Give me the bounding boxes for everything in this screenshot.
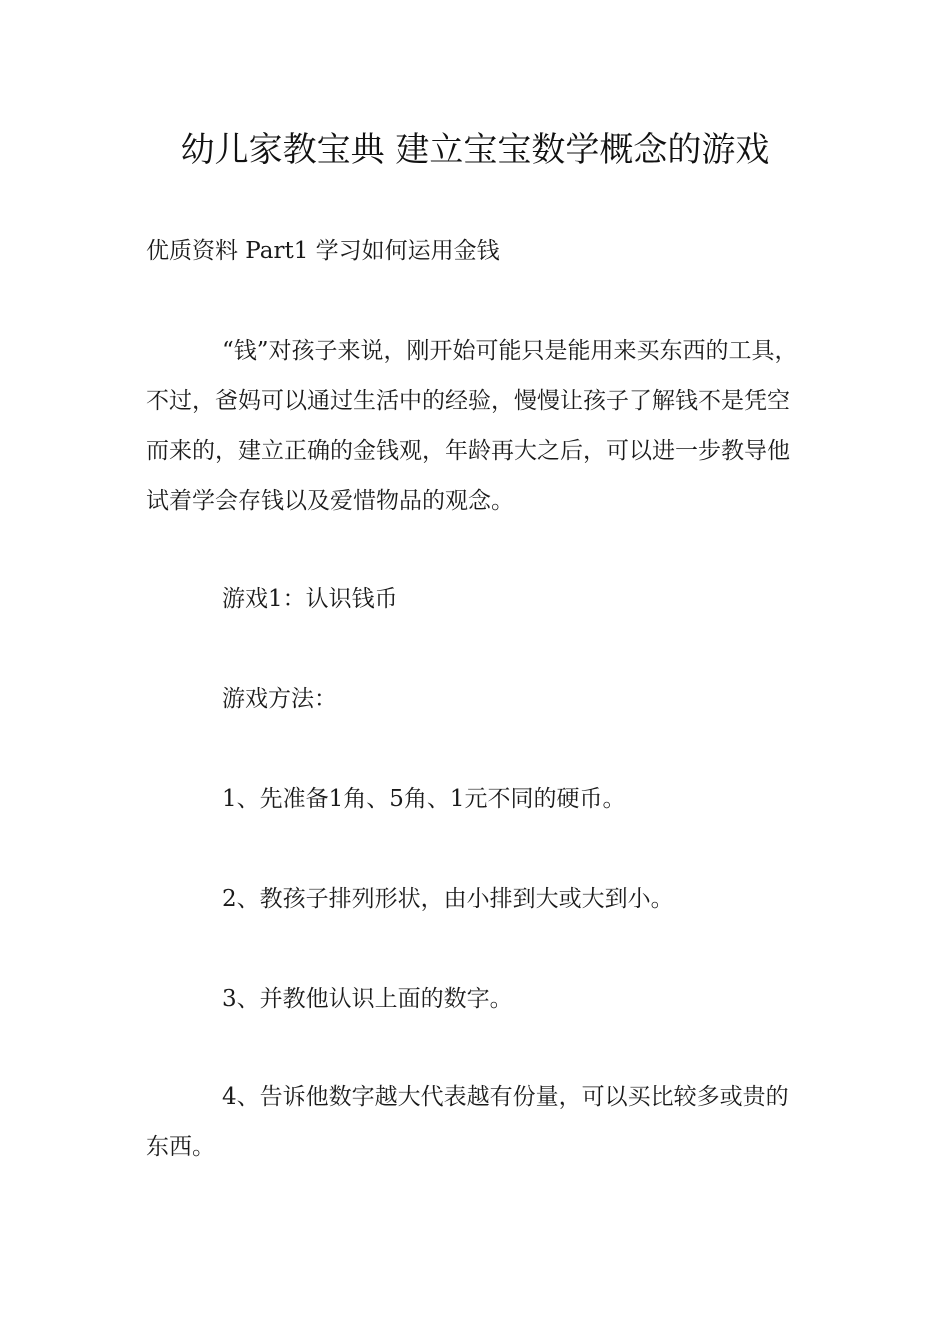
step-1: 1、先准备1角、5角、1元不同的硬币。 [222, 786, 626, 812]
intro-paragraph: “钱”对孩子来说，刚开始可能只是能用来买东西的工具，不过，爸妈可以通过生活中的经验，慢慢让孩子了解钱不是凭空而来的，建立正确的金钱观，年龄再大之后，可以进一步教导他试着学会存钱以及爱惜物品的观念。 [146, 338, 798, 514]
subtitle: 优质资料 Part1 学习如何运用金钱 [146, 238, 500, 264]
step-3: 3、并教他认识上面的数字。 [222, 986, 513, 1012]
document-title: 幼儿家教宝典 建立宝宝数学概念的游戏 [180, 130, 770, 170]
game1-heading: 游戏1：认识钱币 [222, 586, 398, 612]
method-heading: 游戏方法： [222, 686, 337, 712]
step-4: 4、告诉他数字越大代表越有份量，可以买比较多或贵的东西。 [146, 1084, 789, 1160]
step-2: 2、教孩子排列形状，由小排到大或大到小。 [222, 886, 674, 912]
